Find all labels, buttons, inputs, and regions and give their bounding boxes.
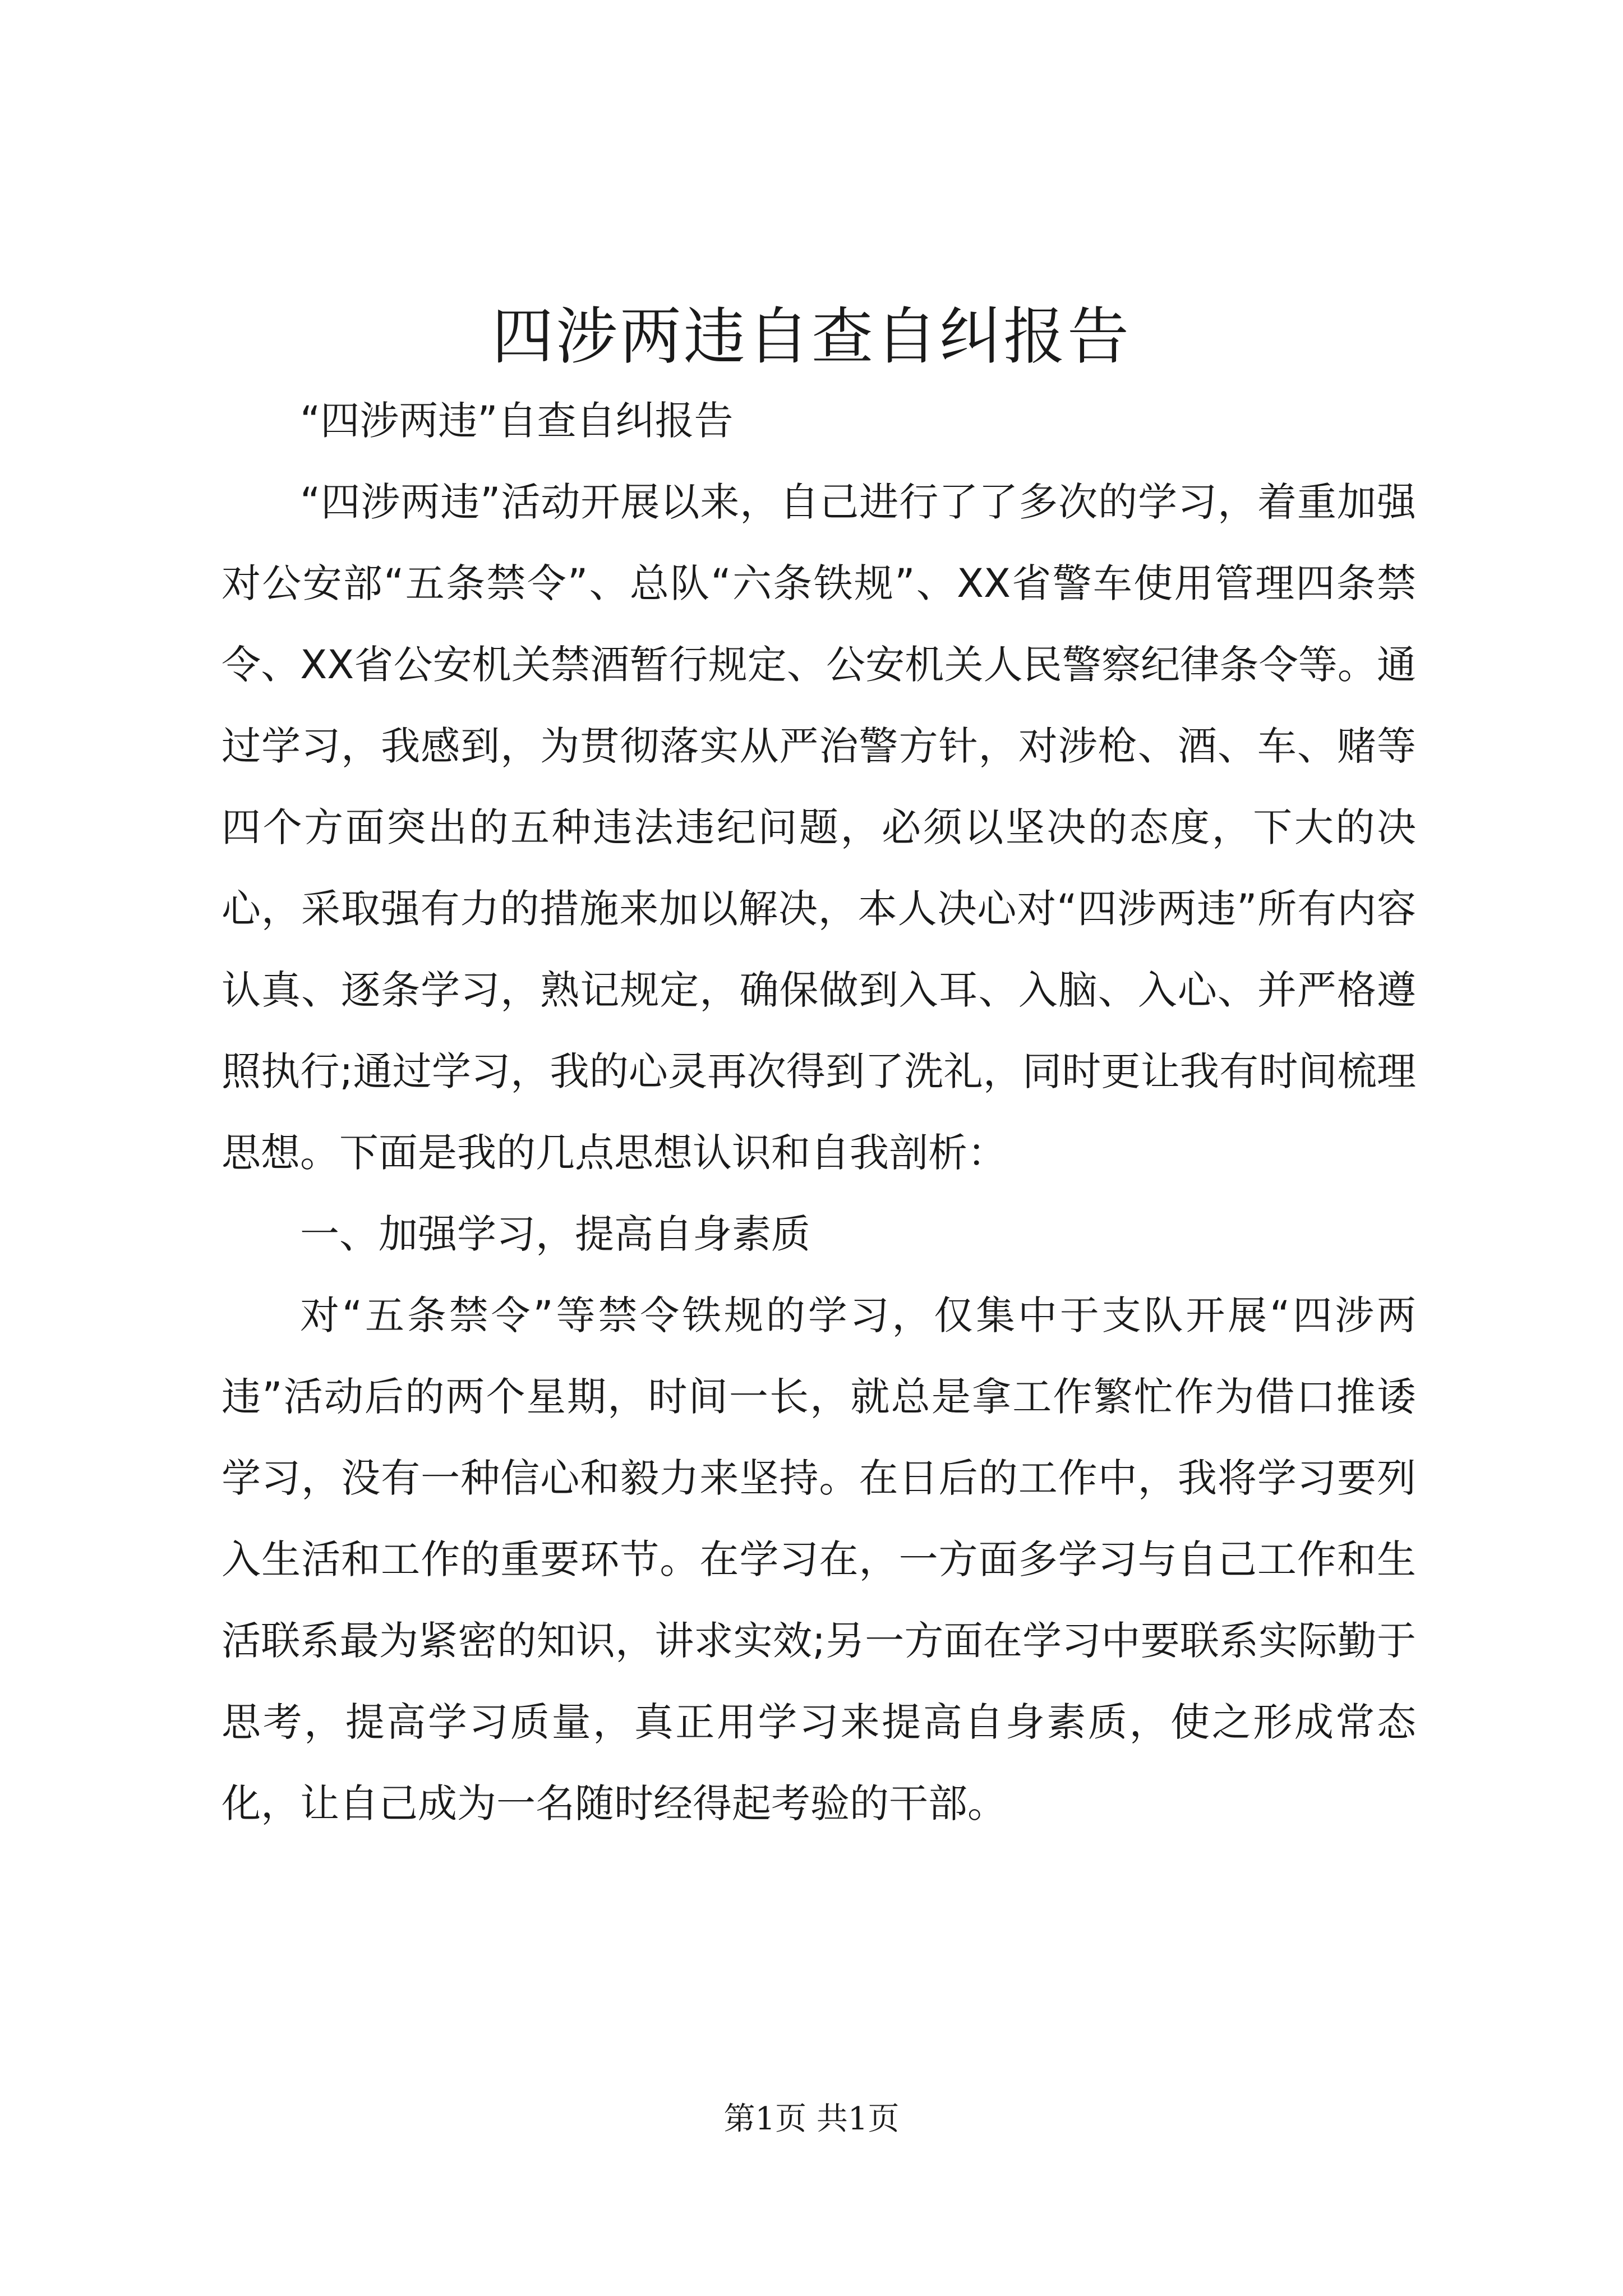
- body-paragraph: 对“五条禁令”等禁令铁规的学习，仅集中于支队开展“四涉两违”活动后的两个星期，时间一长，就总是拿工作繁忙作为借口推诿学习，没有一种信心和毅力来坚持。在日后的工作中，我将学习要列入生活和工作的重要环节。在学习在，一方面多学习与自己工作和生活联系最为紧密的知识，讲求实效;另一方面在学习中要联系实际勤于思考，提高学习质量，真正用学习来提高自身素质，使之形成常态化，让自己成为一名随时经得起考验的干部。: [222, 1292, 1416, 1826]
- document-title: 四涉两违自查自纠报告: [492, 301, 1131, 372]
- document-body: [222, 380, 1416, 1844]
- body-paragraph: “四涉两违”活动开展以来，自己进行了了多次的学习，着重加强对公安部“五条禁令”、总队“六条铁规”、XX省警车使用管理四条禁令、XX省公安机关禁酒暂行规定、公安机关人民警察纪律条令等。通过学习，我感到，为贯彻落实从严治警方针，对涉枪、酒、车、赌等四个方面突出的五种违法违纪问题，必须以坚决的态度，下大的决心，采取强有力的措施来加以解决，本人决心对“四涉两违”所有内容认真、逐条学习，熟记规定，确保做到入耳、入脑、入心、并严格遵照执行;通过学习，我的心灵再次得到了洗礼，同时更让我有时间梳理思想。下面是我的几点思想认识和自我剖析：: [222, 479, 1417, 1176]
- page-footer: 第1页 共1页: [723, 2101, 900, 2137]
- subtitle-paragraph: “四涉两违”自查自纠报告: [300, 398, 734, 444]
- section-heading: 一、加强学习，提高自身素质: [300, 1211, 810, 1257]
